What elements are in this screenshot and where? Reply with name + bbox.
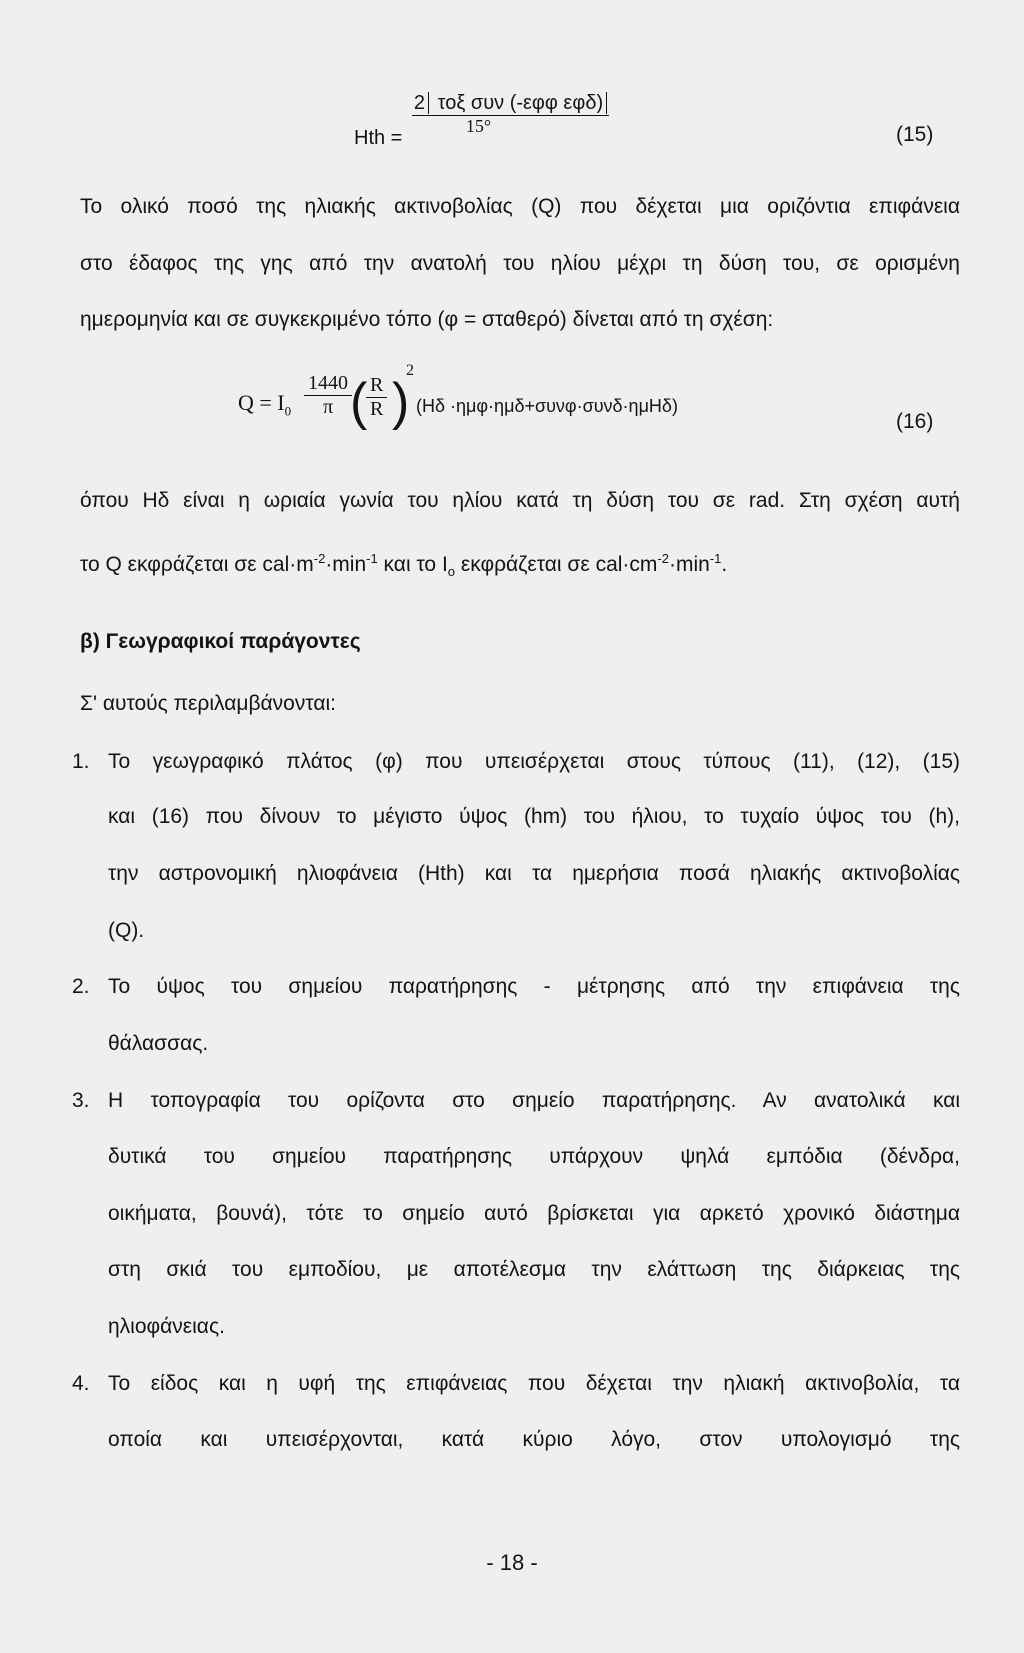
para1-line3: ημερομηνία και σε συγκεκριμένο τόπο (φ = σταθερό) δίνεται από τη σχέση: [80, 308, 774, 331]
equation-15-coef: 2 [414, 92, 429, 114]
equation-15 [354, 92, 609, 149]
para1-line1: Το ολικό ποσό της ηλιακής ακτινοβολίας (Q) που δέχεται μια οριζόντια επιφάνεια [80, 195, 960, 218]
equation-16-ratio-den: R [370, 398, 384, 420]
equation-16-ratio [366, 374, 387, 421]
list-item-line: στη σκιά του εμποδίου, με αποτέλεσμα την ελάττωση της διάρκειας της [108, 1258, 960, 1281]
list-item-number: 1. [72, 750, 90, 773]
section-heading: β) Γεωγραφικοί παράγοντες [80, 630, 361, 653]
list-item-line: ηλιοφάνειας. [108, 1315, 225, 1338]
equation-15-fraction [412, 92, 609, 137]
list-item-line: την αστρονομική ηλιοφάνεια (Hth) και τα ημερήσια ποσά ηλιακής ακτινοβολίας [108, 862, 960, 885]
equation-16-ratio-num: R [366, 374, 387, 398]
list-item-line: και (16) που δίνουν το μέγιστο ύψος (hm) του ήλιου, το τυχαίο ύψος του (h), [108, 805, 960, 828]
list-item-line: Το ύψος του σημείου παρατήρησης - μέτρησης από την επιφάνεια της [108, 975, 960, 998]
list-item-line: θάλασσας. [108, 1032, 209, 1055]
page-number: - 18 - [486, 1550, 538, 1575]
list-item-line: Το είδος και η υφή της επιφάνειας που δέχεται την ηλιακή ακτινοβολία, τα [108, 1372, 960, 1395]
equation-16-frac-num: 1440 [304, 372, 352, 396]
equation-16-fraction [304, 372, 352, 419]
list-item-number: 2. [72, 975, 90, 998]
list-item-line: (Q). [108, 919, 145, 942]
list-item-line: Το γεωγραφικό πλάτος (φ) που υπεισέρχεται στους τύπους (11), (12), (15) [108, 750, 960, 773]
para2-line1: όπου Hδ είναι η ωριαία γωνία του ηλίου κατά τη δύση του σε rad. Στη σχέση αυτή [80, 489, 960, 512]
list-item-line: οποία και υπεισέρχονται, κατά κύριο λόγο, στον υπολογισμό της [108, 1428, 960, 1451]
equation-15-denominator: 15° [465, 116, 492, 136]
list-item-line: Η τοπογραφία του ορίζοντα στο σημείο παρατήρησης. Αν ανατολικά και [108, 1089, 960, 1112]
intro-text: Σ' αυτούς περιλαμβάνονται: [80, 692, 336, 715]
equation-15-lhs: Hth = [354, 126, 403, 149]
equation-16-lhs-sub: 0 [284, 403, 292, 419]
equation-16-bracket: (Hδ ·ημφ·ημδ+συνφ·συνδ·ημHδ) [416, 396, 678, 416]
list-item-line: δυτικά του σημείου παρατήρησης υπάρχουν ψηλά εμπόδια (δένδρα, [108, 1145, 960, 1168]
list-item-number: 4. [72, 1372, 90, 1395]
equation-15-numerator: τοξ συν (-εφφ εφδ) [435, 92, 608, 114]
equation-16-power: 2 [406, 362, 414, 379]
equation-16-frac-den: π [322, 396, 334, 418]
para2-line2: το Q εκφράζεται σε $cal\cdot m^{-2}\cdot\min^{-1}$ και το $I_o$ εκφράζεται σε $cal\cdot cm^{-2}\cdot\min^{-1}$. [80, 551, 728, 580]
equation-16-number: (16) [896, 410, 934, 433]
equation-16: $Q = I_0$ $\frac{1440}{\pi}$ ( $\frac{R}{R}$ ) 2 (Hδ ·ημφ·ημδ+συνφ·συνδ·ημHδ) [238, 362, 678, 431]
list-item-line: οικήματα, βουνά), τότε το σημείο αυτό βρίσκεται για αρκετό χρονικό διάστημα [108, 1202, 960, 1225]
equation-15-number: (15) [896, 123, 934, 146]
equation-16-lhs: Q = I [238, 390, 285, 415]
list-item-number: 3. [72, 1089, 90, 1112]
para1-line2: στο έδαφος της γης από την ανατολή του ηλίου μέχρι τη δύση του, σε ορισμένη [80, 252, 960, 275]
